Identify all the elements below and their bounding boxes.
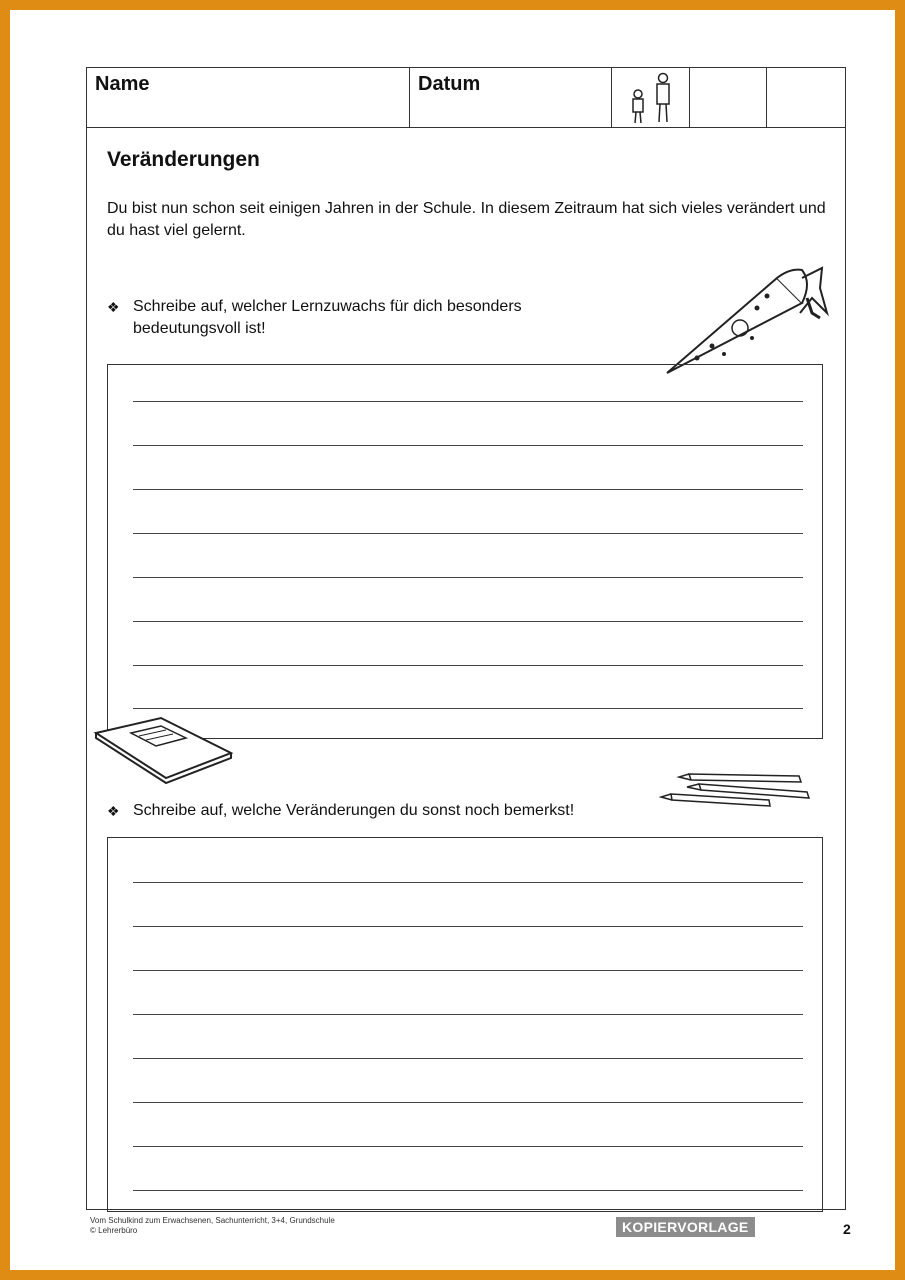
writing-box-2[interactable] (107, 837, 823, 1212)
worksheet-frame (86, 67, 846, 1210)
writing-line (133, 882, 803, 883)
worksheet-page (10, 10, 895, 1270)
writing-line (133, 401, 803, 402)
writing-line (133, 577, 803, 578)
writing-line (133, 1190, 803, 1191)
writing-line (133, 1058, 803, 1059)
page-number: 2 (843, 1221, 851, 1237)
writing-line (133, 665, 803, 666)
footer-source: Vom Schulkind zum Erwachsenen, Sachunterricht, 3+4, Grundschule (90, 1216, 335, 1225)
rating-cell-1[interactable] (690, 68, 767, 127)
child-and-adult-icon (612, 68, 690, 127)
writing-box-1[interactable] (107, 364, 823, 739)
date-label: Datum (418, 73, 481, 95)
date-field[interactable] (410, 68, 612, 127)
writing-line (133, 533, 803, 534)
footer-copyright: © Lehrerbüro (90, 1226, 138, 1235)
name-field[interactable] (87, 68, 410, 127)
writing-line (133, 1146, 803, 1147)
school-cone-icon (662, 258, 832, 378)
writing-line (133, 970, 803, 971)
rating-cell-2[interactable] (767, 68, 845, 127)
footer-note (90, 1216, 335, 1236)
worksheet-title: Veränderungen (107, 148, 260, 171)
writing-line (133, 445, 803, 446)
bullet-icon: ❖ (107, 803, 120, 819)
intro-text: Du bist nun schon seit einigen Jahren in der Schule. In diesem Zeitraum hat sich vieles verändert und du hast viel gelernt. (107, 200, 826, 239)
writing-line (133, 1014, 803, 1015)
task-2-text: Schreibe auf, welche Veränderungen du sonst noch bemerkst! (133, 802, 575, 819)
task-1-text: Schreibe auf, welcher Lernzuwachs für dich besonders bedeutungsvoll ist! (133, 298, 522, 337)
writing-line (133, 1102, 803, 1103)
writing-line (133, 489, 803, 490)
header-row (87, 68, 845, 128)
writing-line (133, 621, 803, 622)
bullet-icon: ❖ (107, 299, 120, 315)
copy-template-badge: KOPIERVORLAGE (616, 1217, 755, 1237)
name-label: Name (95, 73, 150, 95)
writing-line (133, 926, 803, 927)
notebook-icon (91, 708, 241, 788)
